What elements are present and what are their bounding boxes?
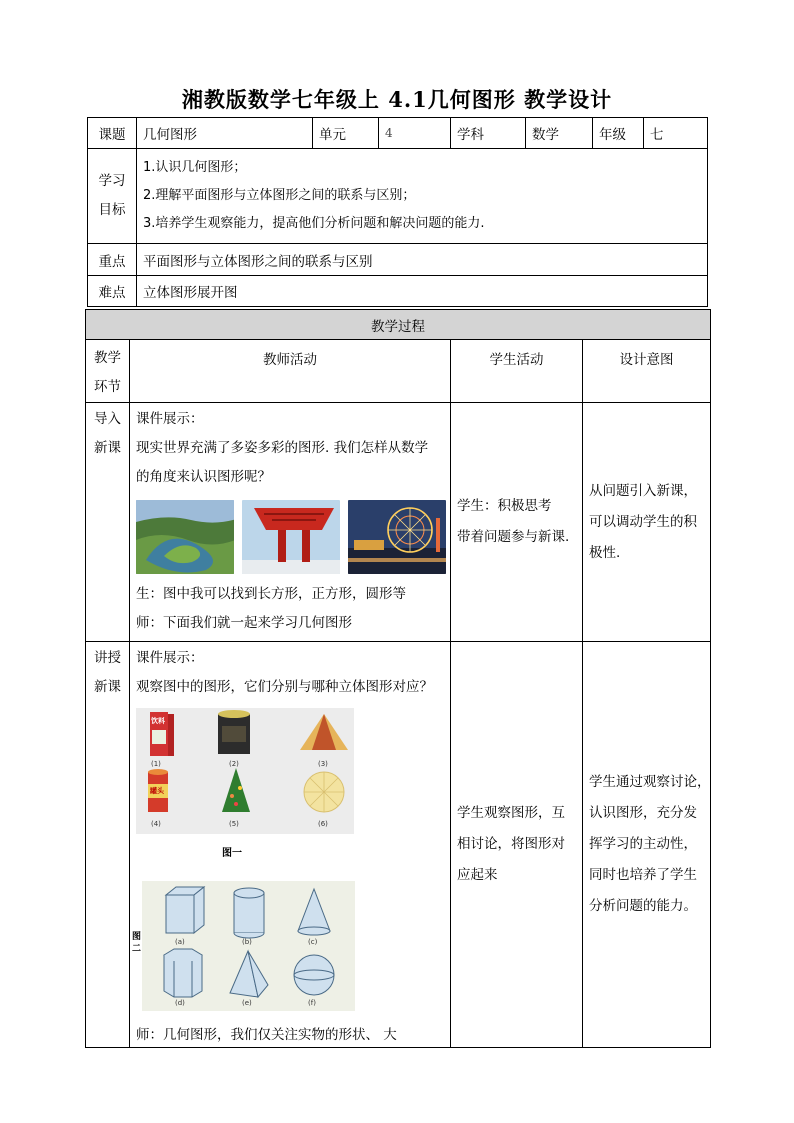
intro-design-intent: 从问题引入新课， 可以调动学生的积 极性. xyxy=(583,403,711,642)
unit-value: 4 xyxy=(379,118,451,149)
topic-label: 课题 xyxy=(88,118,137,149)
pavilion-photo xyxy=(242,500,340,574)
teaching-process-table xyxy=(85,309,711,1048)
topic-value: 几何图形 xyxy=(137,118,313,149)
fig2-label: (d) xyxy=(175,999,185,1007)
intro-teacher-activity: 课件展示： 现实世界充满了多姿多彩的图形. 我们怎样从数学 的角度来认识图形呢？ 生：图中我可以找到长方形，正方形，圆形等 师：下面我们就一起来学习几何图形 xyxy=(130,403,451,642)
lecture-student-activity: 学生观察图形，互 相讨论，将图形对 应起来 xyxy=(451,642,583,1048)
col-teacher-header: 教师活动 xyxy=(130,340,451,403)
lecture-teacher-note: 师：几何图形，我们仅关注实物的形状、 大 xyxy=(136,1027,397,1043)
difficulty-label: 难点 xyxy=(88,276,137,307)
key-point-label: 重点 xyxy=(88,244,137,276)
subject-value: 数学 xyxy=(526,118,593,149)
fig1-label: (3) xyxy=(318,760,328,768)
col-design-header: 设计意图 xyxy=(583,340,711,403)
figure-one-caption: 图一 xyxy=(222,848,242,859)
fig2-label: (b) xyxy=(242,938,252,946)
fig1-label: (1) xyxy=(151,760,161,768)
figure-one-objects xyxy=(136,708,354,834)
objectives-list xyxy=(137,149,708,244)
fig1-label: (6) xyxy=(318,820,328,828)
fig2-label: (c) xyxy=(308,938,318,946)
figure-two-solids xyxy=(142,881,355,1011)
objective-item: 2.理解平面图形与立体图形之间的联系与区别； xyxy=(143,188,416,203)
grade-value: 七 xyxy=(644,118,708,149)
fig2-label: (a) xyxy=(175,938,185,946)
can-text: 罐头 xyxy=(150,787,164,795)
fig2-label: (f) xyxy=(308,999,316,1007)
lecture-stage: 讲授 新课 xyxy=(86,642,130,1048)
ferris-wheel-photo xyxy=(348,500,446,574)
objective-item: 1.认识几何图形； xyxy=(143,160,247,175)
col-student-header: 学生活动 xyxy=(451,340,583,403)
objectives-label: 学习 目标 xyxy=(88,149,137,244)
intro-student-activity: 学生：积极思考 带着问题参与新课. xyxy=(451,403,583,642)
key-point-text: 平面图形与立体图形之间的联系与区别 xyxy=(137,244,708,276)
lecture-teacher-activity: 课件展示： 观察图中的图形，它们分别与哪种立体图形对应？ (1) (2) (3) (4) (5) (6) 饮料 罐头 图一 图二 (a) (b) (c) (d) (e) (f) 师：几何图形，我们仅关注实物的形状、 大 xyxy=(130,642,451,1048)
intro-photos xyxy=(136,500,446,574)
intro-stage: 导入 新课 xyxy=(86,403,130,642)
landscape-photo xyxy=(136,500,234,574)
objective-item: 3.培养学生观察能力，提高他们分析问题和解决问题的能力. xyxy=(143,216,485,231)
fig2-label: (e) xyxy=(242,999,252,1007)
document-title: 湘教版数学七年级上 4.1几何图形 教学设计 xyxy=(181,87,613,112)
unit-label: 单元 xyxy=(313,118,379,149)
fig1-label: (2) xyxy=(229,760,239,768)
subject-label: 学科 xyxy=(451,118,526,149)
drink-box-text: 饮料 xyxy=(151,717,165,725)
fig1-label: (5) xyxy=(229,820,239,828)
col-stage-header: 教学 环节 xyxy=(86,340,130,403)
difficulty-text: 立体图形展开图 xyxy=(137,276,708,307)
figure-two-caption: 图二 xyxy=(132,932,142,954)
lecture-design-intent: 学生通过观察讨论， 认识图形，充分发 挥学习的主动性， 同时也培养了学生 分析问题的能力。 xyxy=(583,642,711,1048)
process-header: 教学过程 xyxy=(86,310,711,340)
lesson-info-table xyxy=(87,117,708,307)
grade-label: 年级 xyxy=(593,118,644,149)
fig1-label: (4) xyxy=(151,820,161,828)
